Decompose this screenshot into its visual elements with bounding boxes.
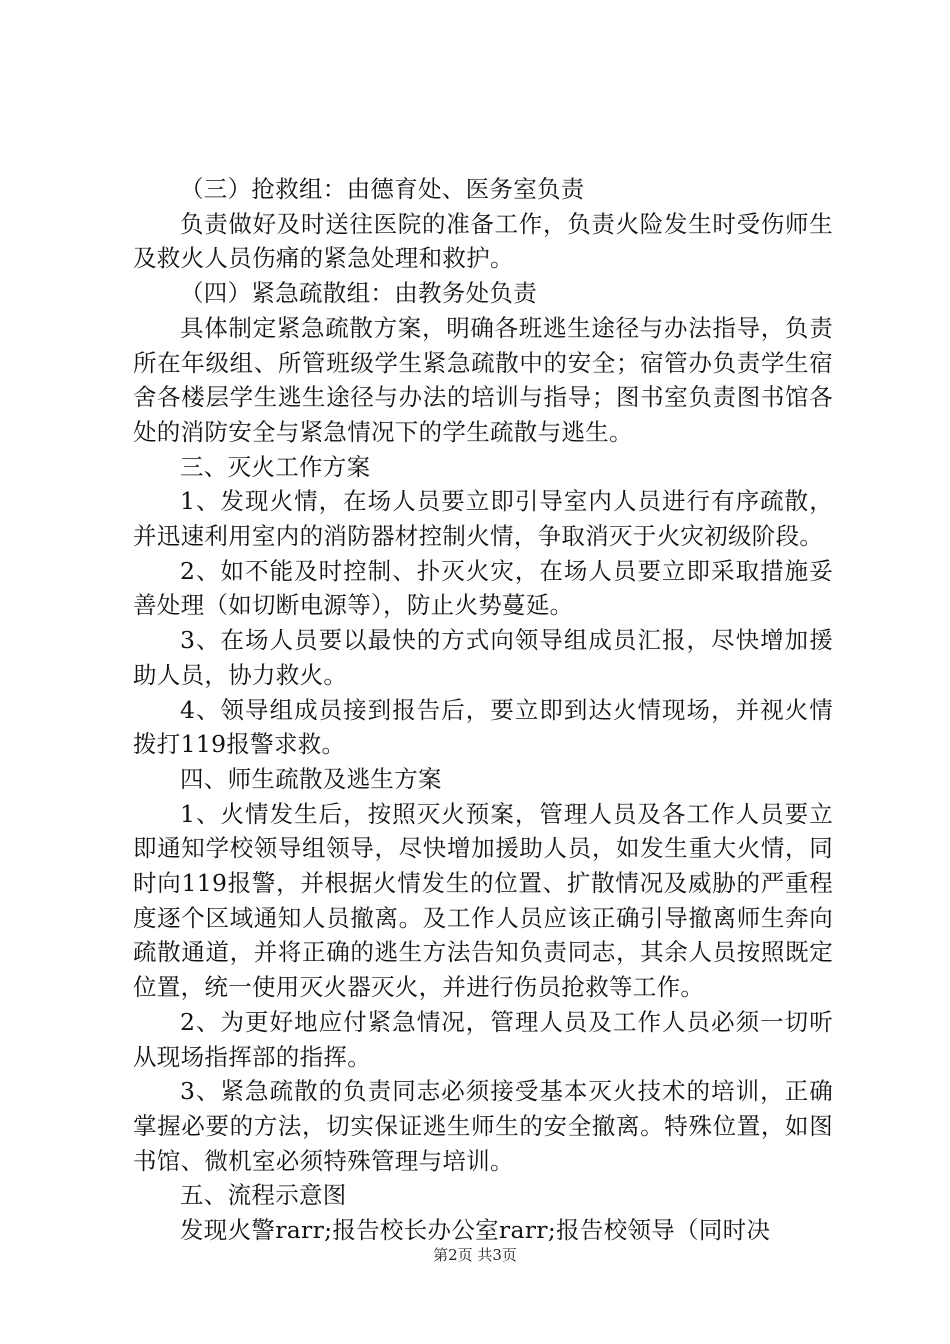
paragraph-evacuation-group-duties: 具体制定紧急疏散方案，明确各班逃生途径与办法指导，负责所在年级组、所管班级学生紧急疏散中的安全；宿管办负责学生宿舍各楼层学生逃生途径与办法的培训与指导；图书室负责图书馆各处的消防安全与紧急情况下的学生疏散与逃生。 <box>133 313 833 446</box>
paragraph-rescue-group-heading: （三）抢救组：由德育处、医务室负责 <box>180 175 585 203</box>
paragraph-rescue-group-duties: 负责做好及时送往医院的准备工作，负责火险发生时受伤师生及救火人员伤痛的紧急处理和救护。 <box>133 209 833 273</box>
paragraph-firefighting-step-1: 1、发现火情，在场人员要立即引导室内人员进行有序疏散，并迅速利用室内的消防器材控制火情，争取消灭于火灾初级阶段。 <box>133 487 833 551</box>
page-number-footer: 第2页 共3页 <box>433 1246 517 1264</box>
paragraph-evacuation-group-heading: （四）紧急疏散组：由教务处负责 <box>180 279 537 308</box>
paragraph-flowchart-text: 发现火警rarr;报告校长办公室rarr;报告校领导（同时决 <box>180 1216 771 1245</box>
paragraph-evacuation-step-2: 2、为更好地应付紧急情况，管理人员及工作人员必须一切听从现场指挥部的指挥。 <box>133 1007 833 1071</box>
paragraph-firefighting-step-2: 2、如不能及时控制、扑灭火灾，在场人员要立即采取措施妥善处理（如切断电源等），防止火势蔓延。 <box>133 556 833 620</box>
section-heading-flowchart: 五、流程示意图 <box>180 1181 347 1210</box>
paragraph-evacuation-step-3: 3、紧急疏散的负责同志必须接受基本灭火技术的培训，正确掌握必要的方法，切实保证逃生师生的安全撤离。特殊位置，如图书馆、微机室必须特殊管理与培训。 <box>133 1077 833 1175</box>
paragraph-evacuation-step-1: 1、火情发生后，按照灭火预案，管理人员及各工作人员要立即通知学校领导组领导，尽快增加援助人员，如发生重大火情，同时向119报警，并根据火情发生的位置、扩散情况及威胁的严重程度逐个区域通知人员撤离。及工作人员应该正确引导撤离师生奔向疏散通道，并将正确的逃生方法告知负责同志，其余人员按照既定位置，统一使用灭火器灭火，并进行伤员抢救等工作。 <box>133 799 833 1002</box>
document-body <box>133 172 833 1248</box>
paragraph-firefighting-step-4: 4、领导组成员接到报告后，要立即到达火情现场，并视火情拨打119报警求救。 <box>133 695 833 759</box>
paragraph-firefighting-step-3: 3、在场人员要以最快的方式向领导组成员汇报，尽快增加援助人员，协力救火。 <box>133 626 833 689</box>
section-heading-firefighting-plan: 三、灭火工作方案 <box>180 452 371 481</box>
section-heading-evacuation-plan: 四、师生疏散及逃生方案 <box>180 764 442 793</box>
